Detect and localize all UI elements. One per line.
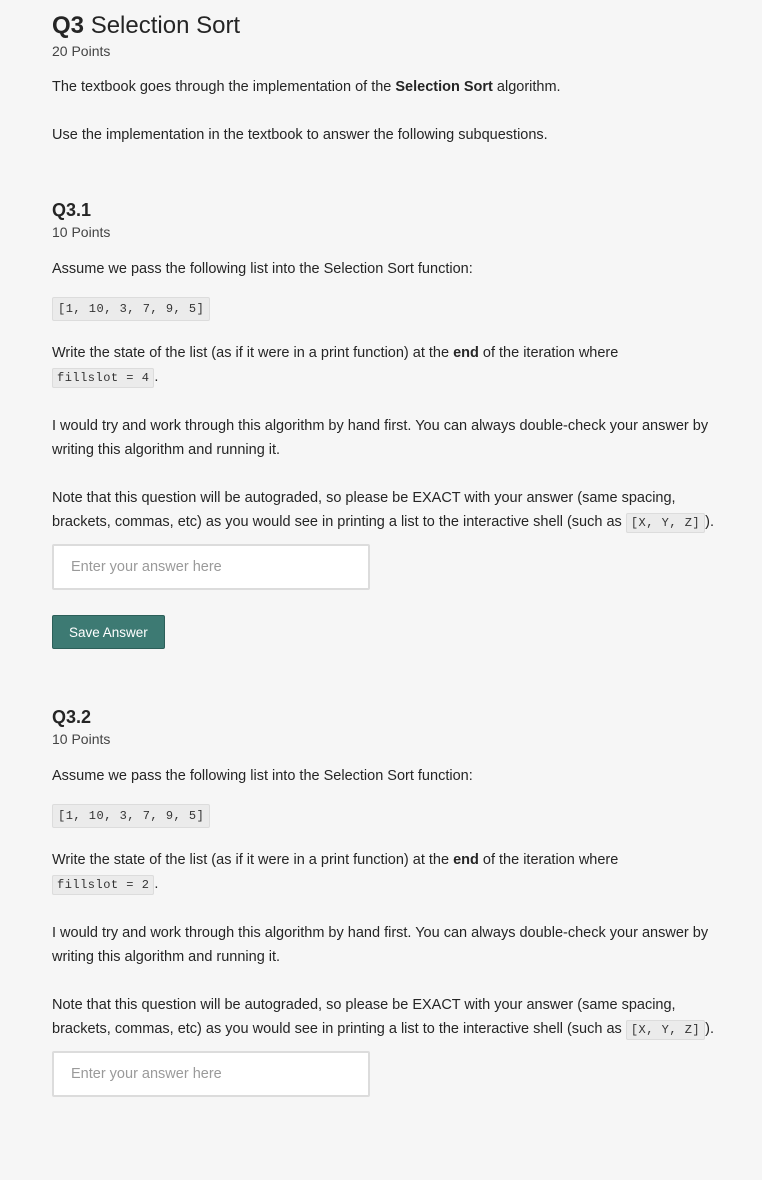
note-text: Note that this question will be autograded, so please be EXACT with your answer (same spacing, brackets, commas, etc) as you would see in printing a list to the interactive shell (such as	[52, 490, 676, 530]
subquestion-1-hint: I would try and work through this algorithm by hand first. You can always double-check your answer by writing this algorithm and running it.	[52, 418, 709, 458]
subquestion-1-note-code: [X, Y, Z]	[626, 513, 705, 533]
subquestion-2-note	[52, 993, 732, 1042]
write-period: .	[154, 369, 159, 385]
subquestion-1-write	[52, 341, 732, 390]
subquestion-2-fillslot: fillslot = 2	[52, 875, 154, 895]
subquestion-1-list-wrap	[52, 297, 732, 321]
note-text: Note that this question will be autograded, so please be EXACT with your answer (same spacing, brackets, commas, etc) as you would see in printing a list to the interactive shell (such as	[52, 997, 676, 1037]
subquestion-1-list: [1, 10, 3, 7, 9, 5]	[52, 297, 210, 321]
subquestion-1-note	[52, 486, 732, 535]
intro-text: The textbook goes through the implementation of the	[52, 79, 396, 95]
write-suffix: of the iteration where	[478, 345, 619, 361]
question-instruction: Use the implementation in the textbook to answer the following subquestions.	[52, 127, 548, 143]
intro-suffix: algorithm.	[492, 79, 561, 95]
subquestion-2-points: 10 Points	[52, 731, 111, 747]
subquestion-2-list-wrap	[52, 804, 732, 828]
question-intro	[52, 75, 732, 99]
question-title-text: Selection Sort	[90, 12, 241, 39]
subquestion-1-answer-input[interactable]	[52, 544, 370, 590]
write-text: Write the state of the list (as if it were in a print function) at the	[52, 345, 454, 361]
subquestion-2-list: [1, 10, 3, 7, 9, 5]	[52, 804, 210, 828]
write-period: .	[154, 876, 159, 892]
subquestion-2-assume: Assume we pass the following list into the Selection Sort function:	[52, 768, 473, 784]
note-suffix: ).	[705, 1021, 714, 1037]
question-points: 20 Points	[52, 43, 111, 59]
subquestion-2-write	[52, 848, 732, 897]
intro-bold: Selection Sort	[395, 79, 493, 95]
subquestion-1-assume: Assume we pass the following list into the Selection Sort function:	[52, 261, 473, 277]
subquestion-2-note-code: [X, Y, Z]	[626, 1020, 705, 1040]
note-suffix: ).	[705, 514, 714, 530]
write-suffix: of the iteration where	[478, 852, 619, 868]
question-page	[52, 0, 732, 1097]
question-number: Q3	[52, 12, 85, 39]
subquestion-2-hint: I would try and work through this algorithm by hand first. You can always double-check your answer by writing this algorithm and running it.	[52, 925, 709, 965]
write-bold: end	[453, 345, 479, 361]
save-answer-button[interactable]: Save Answer	[52, 615, 165, 649]
write-bold: end	[453, 852, 479, 868]
subquestion-2-answer-input[interactable]	[52, 1051, 370, 1097]
subquestion-1-title: Q3.1	[52, 200, 92, 220]
write-text: Write the state of the list (as if it were in a print function) at the	[52, 852, 454, 868]
subquestion-1-points: 10 Points	[52, 224, 111, 240]
subquestion-1-fillslot: fillslot = 4	[52, 368, 154, 388]
question-title	[52, 12, 732, 40]
subquestion-2-title: Q3.2	[52, 707, 92, 727]
